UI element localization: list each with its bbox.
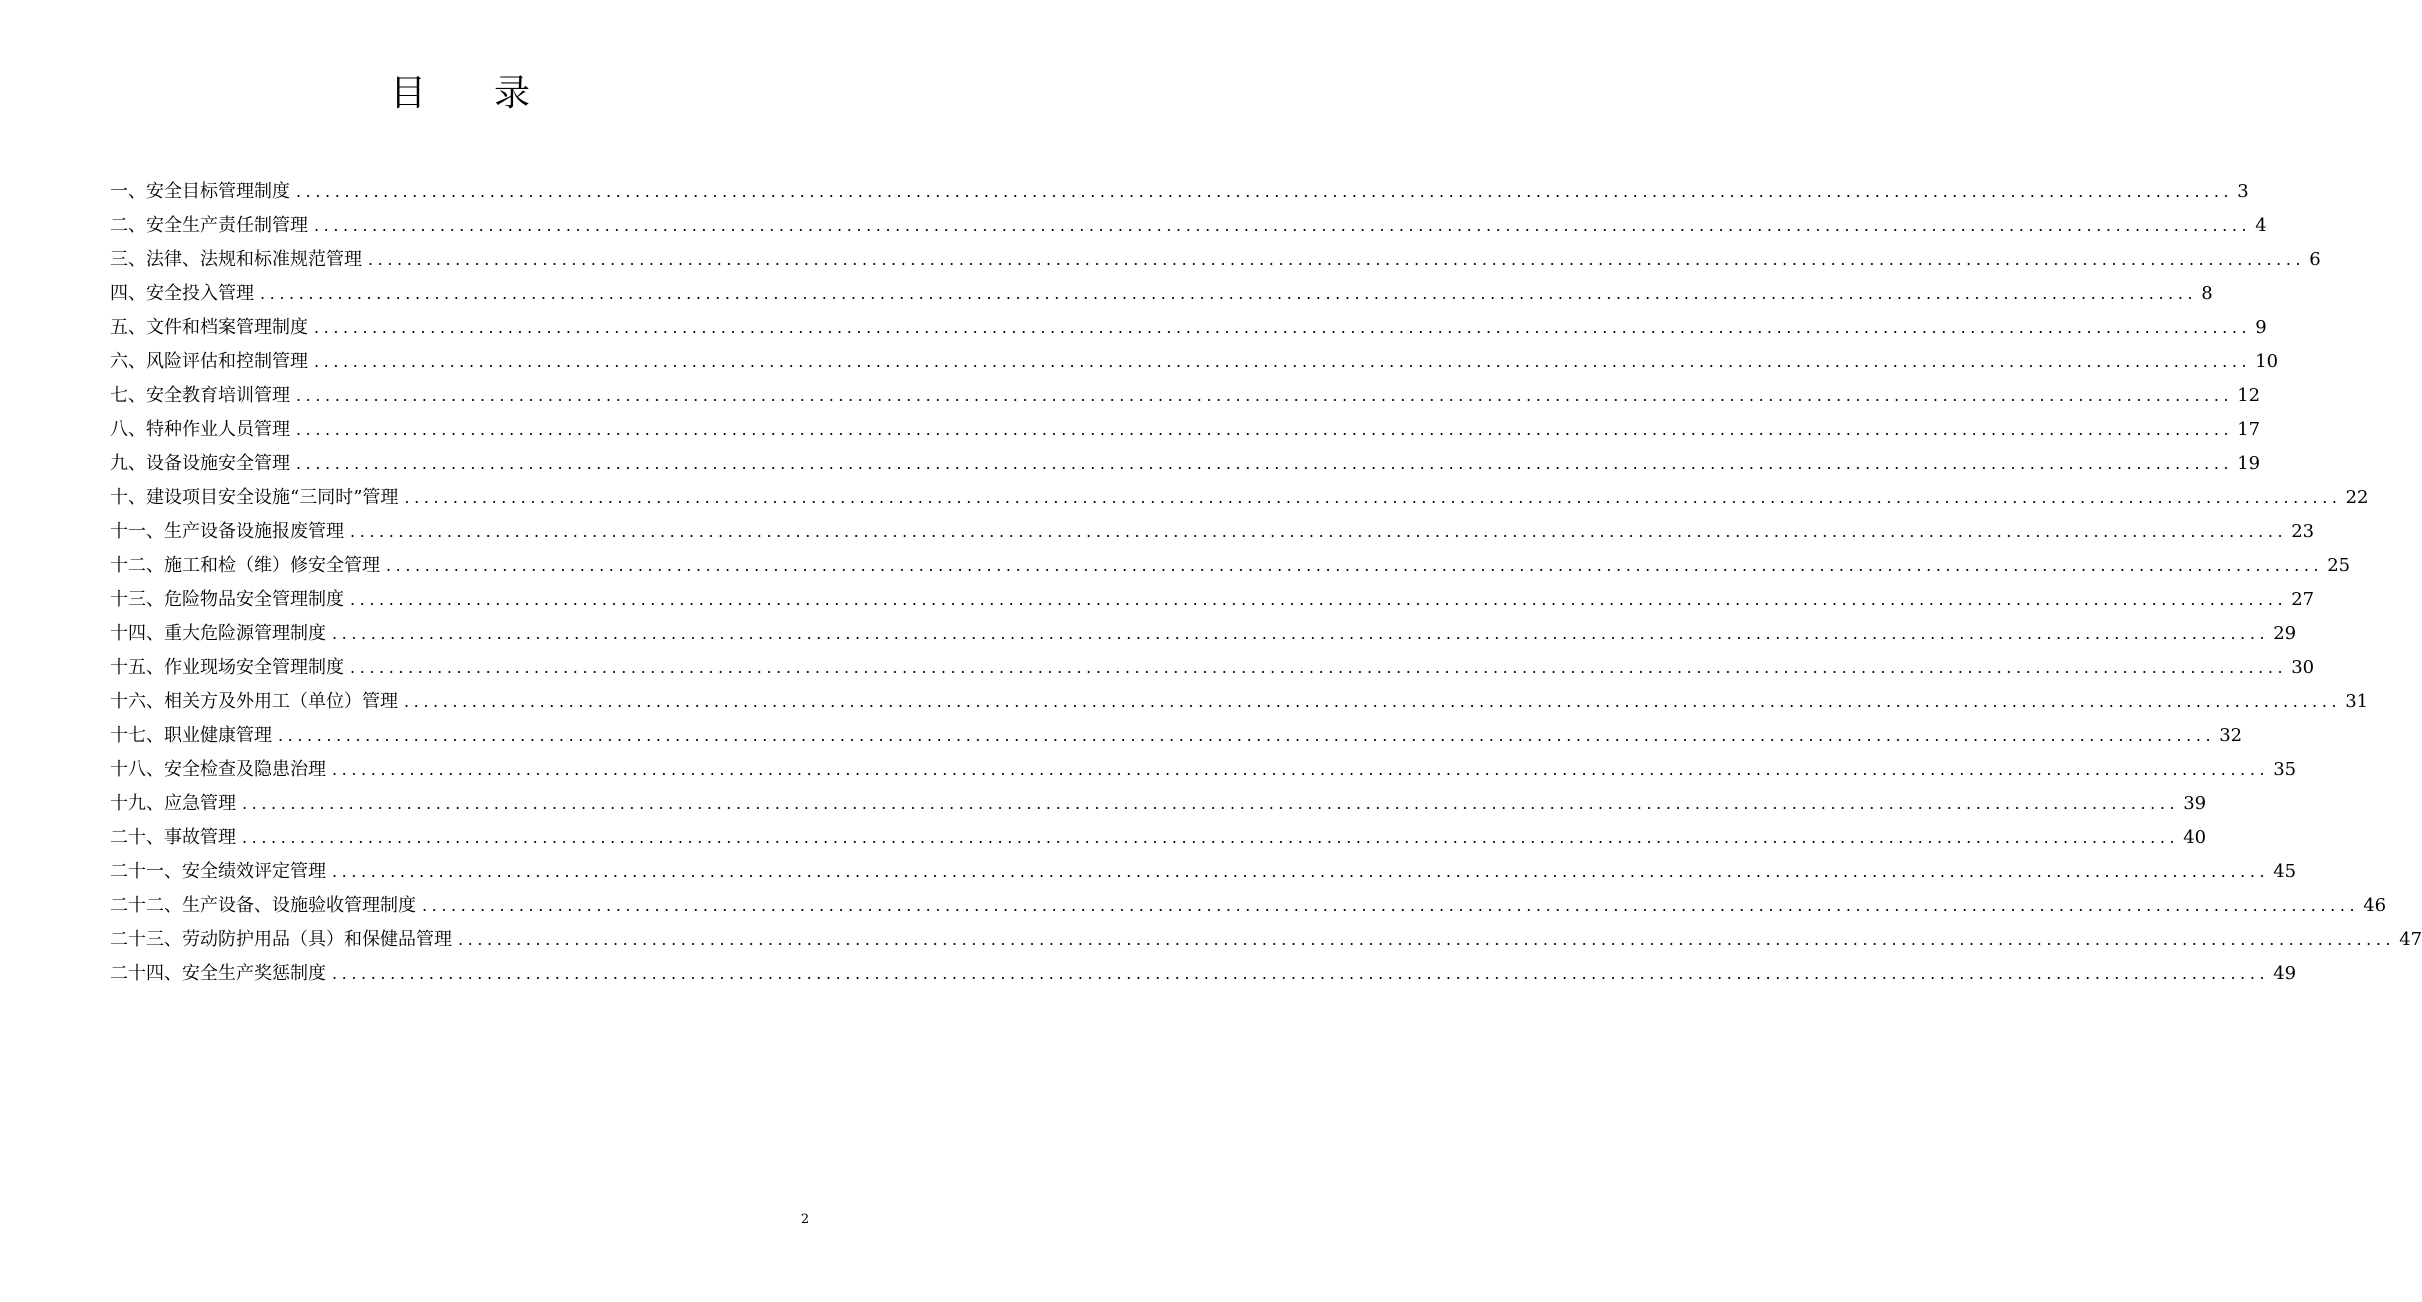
toc-dot-leader: ........................................................................................................................................................................................................ — [332, 624, 2270, 643]
toc-entry-page: 8 — [2201, 283, 2213, 304]
toc-dot-leader: ........................................................................................................................................................................................................ — [404, 488, 2342, 507]
toc-entry[interactable] — [110, 685, 2369, 719]
toc-dot-leader: ........................................................................................................................................................................................................ — [314, 318, 2252, 337]
toc-entry-page: 35 — [2273, 759, 2297, 780]
toc-entry-title: 二十、事故管理 — [110, 827, 236, 848]
toc-entry-page: 29 — [2273, 623, 2297, 644]
toc-entry-page: 27 — [2291, 589, 2315, 610]
toc-entry-page: 9 — [2255, 317, 2267, 338]
toc-entry-page: 22 — [2345, 487, 2369, 508]
toc-entry[interactable] — [110, 277, 2213, 311]
toc-dot-leader: ........................................................................................................................................................................................................ — [350, 658, 2288, 677]
toc-entry[interactable] — [110, 379, 2261, 413]
toc-entry-title: 三、法律、法规和标准规范管理 — [110, 249, 362, 270]
toc-entry-page: 6 — [2309, 249, 2321, 270]
toc-dot-leader: ........................................................................................................................................................................................................ — [458, 930, 2396, 949]
toc-entry[interactable] — [110, 311, 2267, 345]
toc-entry-page: 19 — [2237, 453, 2261, 474]
toc-entry[interactable] — [110, 345, 2279, 379]
toc-entry-page: 4 — [2255, 215, 2267, 236]
toc-entry[interactable] — [110, 821, 2207, 855]
toc-entry[interactable] — [110, 549, 2351, 583]
toc-entry-title: 二、安全生产责任制管理 — [110, 215, 308, 236]
toc-dot-leader: ........................................................................................................................................................................................................ — [296, 182, 2234, 201]
toc-dot-leader: ........................................................................................................................................................................................................ — [242, 828, 2180, 847]
toc-entry-title: 十五、作业现场安全管理制度 — [110, 657, 344, 678]
toc-dot-leader: ........................................................................................................................................................................................................ — [332, 760, 2270, 779]
toc-entry-page: 45 — [2273, 861, 2297, 882]
toc-entry[interactable] — [110, 617, 2297, 651]
toc-entry-page: 40 — [2183, 827, 2207, 848]
toc-dot-leader: ........................................................................................................................................................................................................ — [350, 522, 2288, 541]
toc-dot-leader: ........................................................................................................................................................................................................ — [242, 794, 2180, 813]
toc-entry-title: 一、安全目标管理制度 — [110, 181, 290, 202]
toc-entry-title: 十八、安全检查及隐患治理 — [110, 759, 326, 780]
toc-entry-title: 七、安全教育培训管理 — [110, 385, 290, 406]
toc-entry-page: 39 — [2183, 793, 2207, 814]
toc-entry-page: 49 — [2273, 963, 2297, 984]
toc-entry-title: 二十三、劳动防护用品（具）和保健品管理 — [110, 929, 452, 950]
page-number: 2 — [800, 1212, 810, 1227]
toc-entry[interactable] — [110, 515, 2315, 549]
toc-entry-page: 30 — [2291, 657, 2315, 678]
page-title: 目录 — [389, 73, 598, 114]
toc-entry-title: 十一、生产设备设施报废管理 — [110, 521, 344, 542]
toc-entry[interactable] — [110, 481, 2369, 515]
toc-entry-title: 十三、危险物品安全管理制度 — [110, 589, 344, 610]
toc-entry-page: 31 — [2345, 691, 2369, 712]
toc-dot-leader: ........................................................................................................................................................................................................ — [296, 454, 2234, 473]
toc-dot-leader: ........................................................................................................................................................................................................ — [404, 692, 2342, 711]
toc-dot-leader: ........................................................................................................................................................................................................ — [296, 420, 2234, 439]
toc-entry-title: 十七、职业健康管理 — [110, 725, 272, 746]
toc-entry-title: 六、风险评估和控制管理 — [110, 351, 308, 372]
table-of-contents — [110, 175, 2422, 991]
toc-dot-leader: ........................................................................................................................................................................................................ — [332, 964, 2270, 983]
toc-entry[interactable] — [110, 855, 2297, 889]
toc-entry[interactable] — [110, 413, 2261, 447]
toc-entry-title: 九、设备设施安全管理 — [110, 453, 290, 474]
toc-dot-leader: ........................................................................................................................................................................................................ — [386, 556, 2324, 575]
toc-entry[interactable] — [110, 719, 2243, 753]
toc-dot-leader: ........................................................................................................................................................................................................ — [368, 250, 2306, 269]
toc-entry[interactable] — [110, 889, 2387, 923]
toc-entry[interactable] — [110, 651, 2315, 685]
toc-entry[interactable] — [110, 957, 2297, 991]
toc-entry[interactable] — [110, 753, 2297, 787]
toc-dot-leader: ........................................................................................................................................................................................................ — [314, 352, 2252, 371]
toc-entry-title: 十四、重大危险源管理制度 — [110, 623, 326, 644]
toc-entry-page: 25 — [2327, 555, 2351, 576]
toc-entry-title: 四、安全投入管理 — [110, 283, 254, 304]
toc-dot-leader: ........................................................................................................................................................................................................ — [278, 726, 2216, 745]
toc-dot-leader: ........................................................................................................................................................................................................ — [296, 386, 2234, 405]
toc-entry-title: 二十二、生产设备、设施验收管理制度 — [110, 895, 416, 916]
toc-entry-page: 12 — [2237, 385, 2261, 406]
toc-entry-page: 46 — [2363, 895, 2387, 916]
toc-entry-title: 十二、施工和检（维）修安全管理 — [110, 555, 380, 576]
toc-entry[interactable] — [110, 243, 2321, 277]
toc-entry[interactable] — [110, 923, 2422, 957]
toc-entry-page: 17 — [2237, 419, 2261, 440]
toc-entry-title: 十、建设项目安全设施“三同时”管理 — [110, 487, 399, 508]
toc-entry[interactable] — [110, 209, 2267, 243]
toc-dot-leader: ........................................................................................................................................................................................................ — [260, 284, 2198, 303]
toc-entry-title: 五、文件和档案管理制度 — [110, 317, 308, 338]
toc-entry[interactable] — [110, 447, 2261, 481]
toc-entry[interactable] — [110, 787, 2207, 821]
toc-entry-page: 10 — [2255, 351, 2279, 372]
toc-entry-page: 32 — [2219, 725, 2243, 746]
toc-entry-title: 二十一、安全绩效评定管理 — [110, 861, 326, 882]
toc-entry-page: 47 — [2399, 929, 2422, 950]
toc-entry-title: 十九、应急管理 — [110, 793, 236, 814]
toc-entry-title: 十六、相关方及外用工（单位）管理 — [110, 691, 398, 712]
toc-entry[interactable] — [110, 175, 2249, 209]
toc-entry-title: 八、特种作业人员管理 — [110, 419, 290, 440]
toc-dot-leader: ........................................................................................................................................................................................................ — [422, 896, 2360, 915]
toc-entry-page: 23 — [2291, 521, 2315, 542]
toc-dot-leader: ........................................................................................................................................................................................................ — [332, 862, 2270, 881]
toc-dot-leader: ........................................................................................................................................................................................................ — [350, 590, 2288, 609]
toc-entry[interactable] — [110, 583, 2315, 617]
toc-dot-leader: ........................................................................................................................................................................................................ — [314, 216, 2252, 235]
toc-entry-page: 3 — [2237, 181, 2249, 202]
toc-entry-title: 二十四、安全生产奖惩制度 — [110, 963, 326, 984]
